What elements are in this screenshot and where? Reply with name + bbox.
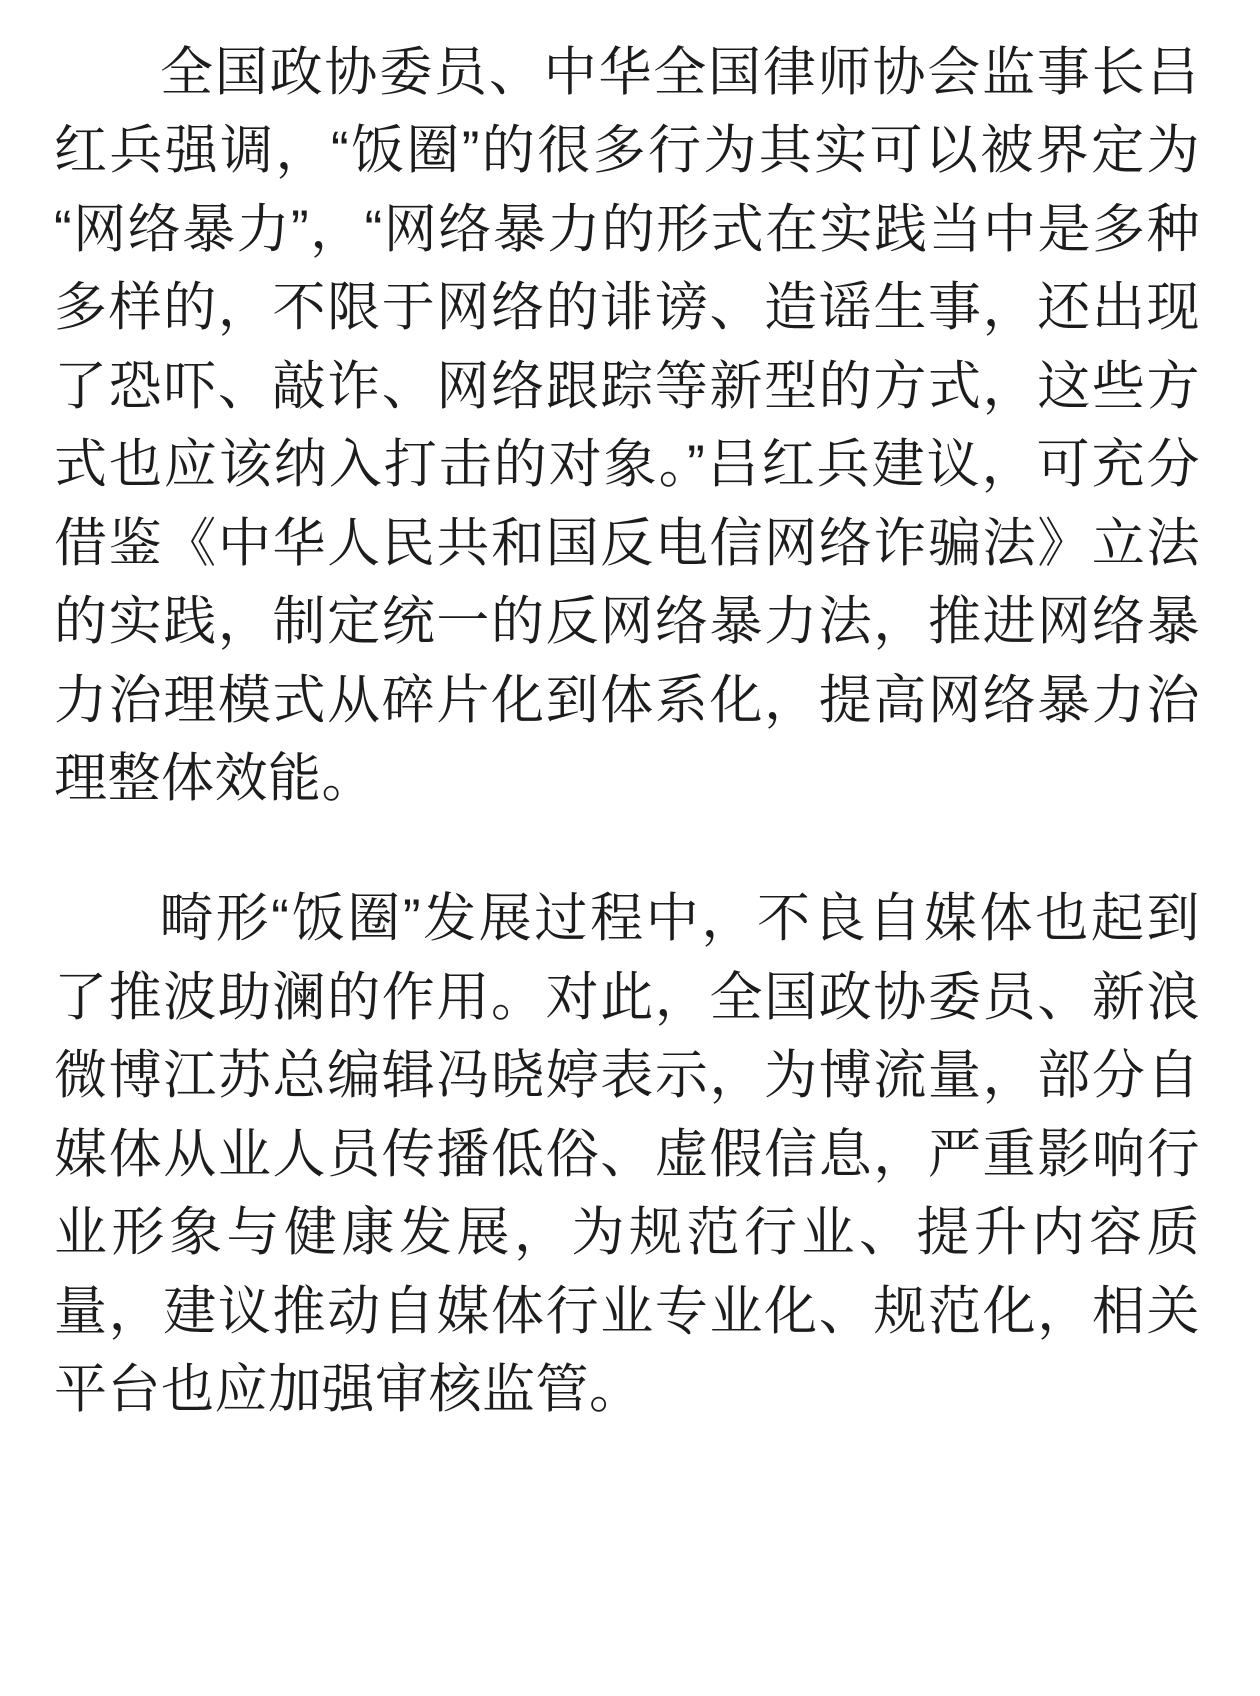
article-body	[54, 34, 1200, 1429]
paragraph-2: 畸形“饭圈”发展过程中，不良自媒体也起到了推波助澜的作用。对此，全国政协委员、新浪微博江苏总编辑冯晓婷表示，为博流量，部分自媒体从业人员传播低俗、虚假信息，严重影响行业形象与健康发展，为规范行业、提升内容质量，建议推动自媒体行业专业化、规范化，相关平台也应加强审核监管。	[54, 889, 1200, 1419]
paragraph-1: 全国政协委员、中华全国律师协会监事长吕红兵强调，“饭圈”的很多行为其实可以被界定为“网络暴力”，“网络暴力的形式在实践当中是多种多样的，不限于网络的诽谤、造谣生事，还出现了恐吓、敲诈、网络跟踪等新型的方式，这些方式也应该纳入打击的对象。”吕红兵建议，可充分借鉴《中华人民共和国反电信网络诈骗法》立法的实践，制定统一的反网络暴力法，推进网络暴力治理模式从碎片化到体系化，提高网络暴力治理整体效能。	[54, 43, 1200, 808]
